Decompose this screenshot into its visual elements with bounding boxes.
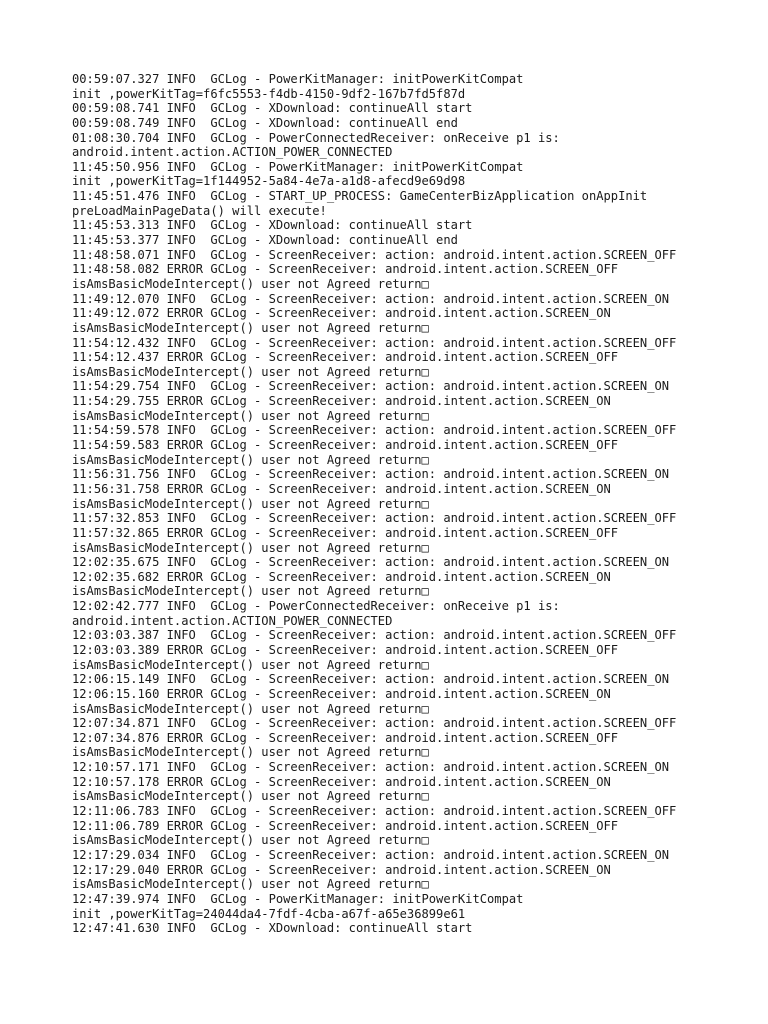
log-line: 12:11:06.789 ERROR GCLog - ScreenReceiver: android.intent.action.SCREEN_OFF (72, 818, 619, 833)
log-line: 12:02:42.777 INFO GCLog - PowerConnectedReceiver: onReceive p1 is: (72, 599, 560, 614)
log-line: 12:47:39.974 INFO GCLog - PowerKitManager: initPowerKitCompat (72, 891, 524, 906)
log-line: android.intent.action.ACTION_POWER_CONNECTED (72, 613, 393, 628)
log-line: 11:56:31.756 INFO GCLog - ScreenReceiver: action: android.intent.action.SCREEN_ON (72, 467, 670, 482)
log-line: 11:45:50.956 INFO GCLog - PowerKitManager: initPowerKitCompat (72, 159, 524, 174)
log-line: 11:45:53.313 INFO GCLog - XDownload: continueAll start (72, 218, 473, 233)
log-line: isAmsBasicModeIntercept() user not Agreed return□ (72, 745, 429, 760)
log-line: 00:59:08.749 INFO GCLog - XDownload: continueAll end (72, 115, 458, 130)
log-line: isAmsBasicModeIntercept() user not Agreed return□ (72, 496, 429, 511)
log-line: 11:57:32.853 INFO GCLog - ScreenReceiver: action: android.intent.action.SCREEN_OFF (72, 511, 677, 526)
log-line: 12:02:35.682 ERROR GCLog - ScreenReceiver: android.intent.action.SCREEN_ON (72, 569, 611, 584)
log-line: preLoadMainPageData() will execute! (72, 203, 327, 218)
log-line: 11:48:58.071 INFO GCLog - ScreenReceiver: action: android.intent.action.SCREEN_OFF (72, 247, 677, 262)
log-line: init ,powerKitTag=24044da4-7fdf-4cba-a67f-a65e36899e61 (72, 906, 466, 921)
log-line: android.intent.action.ACTION_POWER_CONNECTED (72, 145, 393, 160)
log-line: 12:10:57.178 ERROR GCLog - ScreenReceiver: android.intent.action.SCREEN_ON (72, 774, 611, 789)
log-line: init ,powerKitTag=1f144952-5a84-4e7a-a1d8-afecd9e69d98 (72, 174, 466, 189)
log-line: 12:47:41.630 INFO GCLog - XDownload: continueAll start (72, 921, 473, 936)
log-line: isAmsBasicModeIntercept() user not Agreed return□ (72, 276, 429, 291)
log-line: isAmsBasicModeIntercept() user not Agreed return□ (72, 408, 429, 423)
log-line: isAmsBasicModeIntercept() user not Agreed return□ (72, 833, 429, 848)
log-line: 12:03:03.387 INFO GCLog - ScreenReceiver: action: android.intent.action.SCREEN_OFF (72, 628, 677, 643)
log-line: isAmsBasicModeIntercept() user not Agreed return□ (72, 701, 429, 716)
log-line: 11:54:12.437 ERROR GCLog - ScreenReceiver: android.intent.action.SCREEN_OFF (72, 350, 619, 365)
log-line: 12:07:34.876 ERROR GCLog - ScreenReceiver: android.intent.action.SCREEN_OFF (72, 730, 619, 745)
log-line: 01:08:30.704 INFO GCLog - PowerConnectedReceiver: onReceive p1 is: (72, 130, 560, 145)
log-line: isAmsBasicModeIntercept() user not Agreed return□ (72, 877, 429, 892)
log-line: 11:49:12.072 ERROR GCLog - ScreenReceiver: android.intent.action.SCREEN_ON (72, 306, 611, 321)
log-line: 11:54:29.754 INFO GCLog - ScreenReceiver: action: android.intent.action.SCREEN_ON (72, 379, 670, 394)
log-line: 00:59:08.741 INFO GCLog - XDownload: continueAll start (72, 101, 473, 116)
log-line: 12:06:15.149 INFO GCLog - ScreenReceiver: action: android.intent.action.SCREEN_ON (72, 672, 670, 687)
log-line: isAmsBasicModeIntercept() user not Agreed return□ (72, 657, 429, 672)
log-line: 11:54:59.583 ERROR GCLog - ScreenReceiver: android.intent.action.SCREEN_OFF (72, 438, 619, 453)
log-line: isAmsBasicModeIntercept() user not Agreed return□ (72, 584, 429, 599)
log-line: 00:59:07.327 INFO GCLog - PowerKitManager: initPowerKitCompat (72, 72, 524, 86)
log-line: init ,powerKitTag=f6fc5553-f4db-4150-9df2-167b7fd5f87d (72, 86, 466, 101)
log-line: 12:02:35.675 INFO GCLog - ScreenReceiver: action: android.intent.action.SCREEN_ON (72, 555, 670, 570)
log-line: 12:11:06.783 INFO GCLog - ScreenReceiver: action: android.intent.action.SCREEN_OFF (72, 804, 677, 819)
log-line: 11:49:12.070 INFO GCLog - ScreenReceiver: action: android.intent.action.SCREEN_ON (72, 291, 670, 306)
log-line: 12:17:29.034 INFO GCLog - ScreenReceiver: action: android.intent.action.SCREEN_ON (72, 847, 670, 862)
log-line: 11:48:58.082 ERROR GCLog - ScreenReceiver: android.intent.action.SCREEN_OFF (72, 262, 619, 277)
log-line: 12:10:57.171 INFO GCLog - ScreenReceiver: action: android.intent.action.SCREEN_ON (72, 760, 670, 775)
log-line: 11:54:29.755 ERROR GCLog - ScreenReceiver: android.intent.action.SCREEN_ON (72, 394, 611, 409)
log-line: 11:54:12.432 INFO GCLog - ScreenReceiver: action: android.intent.action.SCREEN_OFF (72, 335, 677, 350)
log-line: 11:57:32.865 ERROR GCLog - ScreenReceiver: android.intent.action.SCREEN_OFF (72, 525, 619, 540)
log-line: 11:56:31.758 ERROR GCLog - ScreenReceiver: android.intent.action.SCREEN_ON (72, 481, 611, 496)
log-line: isAmsBasicModeIntercept() user not Agreed return□ (72, 452, 429, 467)
log-line: 11:45:51.476 INFO GCLog - START_UP_PROCESS: GameCenterBizApplication onAppInit (72, 189, 648, 204)
log-line: 12:03:03.389 ERROR GCLog - ScreenReceiver: android.intent.action.SCREEN_OFF (72, 642, 619, 657)
log-line: isAmsBasicModeIntercept() user not Agreed return□ (72, 364, 429, 379)
log-line: 12:17:29.040 ERROR GCLog - ScreenReceiver: android.intent.action.SCREEN_ON (72, 862, 611, 877)
log-text-block (72, 72, 732, 936)
log-line: 11:45:53.377 INFO GCLog - XDownload: continueAll end (72, 233, 458, 248)
log-line: 12:06:15.160 ERROR GCLog - ScreenReceiver: android.intent.action.SCREEN_ON (72, 686, 611, 701)
log-line: isAmsBasicModeIntercept() user not Agreed return□ (72, 540, 429, 555)
log-line: 11:54:59.578 INFO GCLog - ScreenReceiver: action: android.intent.action.SCREEN_OFF (72, 423, 677, 438)
log-line: isAmsBasicModeIntercept() user not Agreed return□ (72, 320, 429, 335)
log-line: 12:07:34.871 INFO GCLog - ScreenReceiver: action: android.intent.action.SCREEN_OFF (72, 716, 677, 731)
log-line: isAmsBasicModeIntercept() user not Agreed return□ (72, 789, 429, 804)
